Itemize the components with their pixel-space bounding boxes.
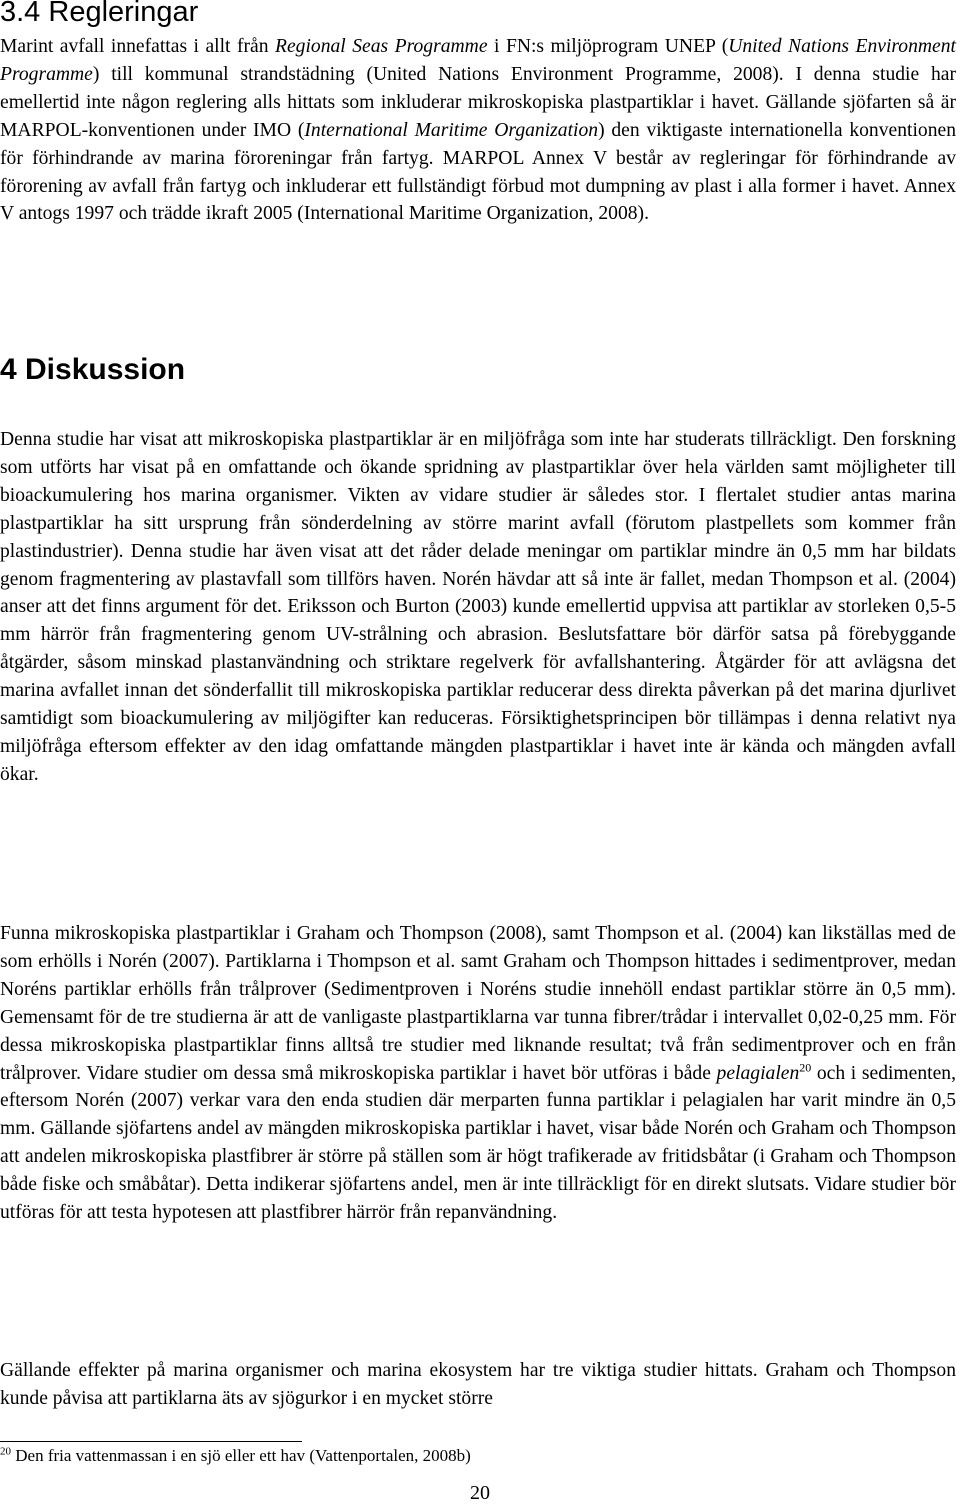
- paragraph-regulations: [0, 33, 956, 228]
- footnote-text: Den fria vattenmassan i en sjö eller ett hav (Vattenportalen, 2008b): [11, 1446, 471, 1465]
- italic-term: Regional Seas Programme: [275, 36, 488, 57]
- footnote-divider: [0, 1441, 302, 1442]
- footnote-number: 20: [0, 1445, 11, 1458]
- text-run: ) till kommunal strandstädning (United Nations Environment Programme, 2008). I denna studie har emellertid inte någon reglering alls hittats som inkluderar mikroskopiska plastpartiklar i havet. Gällande sjöfarten så är MARPOL-konventionen under IMO (: [0, 63, 956, 141]
- page-number: 20: [470, 1482, 490, 1504]
- text-run: i FN:s miljöprogram UNEP (: [487, 36, 729, 57]
- text-run: och i sedimenten, eftersom Norén (2007) verkar vara den enda studien där merparten funna partiklar i pelagialen har varit mindre än 0,5 mm. Gällande sjöfartens andel av mängden mikroskopiska partiklar i havet, visar både Norén och Graham och Thompson att andelen mikroskopiska plastfibrer är större på ställen som är högt trafikerade av fritidsbåtar (i Graham och Thompson både fiske och småbåtar). Detta indikerar sjöfartens andel, men är inte tillräckligt för en direkt slutsats. Vidare studier bör utföras för att testa hypotesen att plastfibrer härrör från repanvändning.: [0, 1062, 957, 1224]
- footnote-reference[interactable]: 20: [799, 1060, 812, 1074]
- chapter-heading: 4 Diskussion: [0, 353, 186, 386]
- paragraph-discussion-1: Denna studie har visat att mikroskopiska plastpartiklar är en miljöfråga som inte har studerats tillräckligt. Den forskning som utförts har visat på en omfattande och ökande spridning av plastpartiklar över hela världen samt möjligheter till bioackumulering hos marina organismer. Vikten av vidare studier är således stor. I flertalet studier antas marina plastpartiklar ha sitt ursprung från sönderdelning av större marint avfall (förutom plastpellets som kommer från plastindustrier). Denna studie har även visat att det råder delade meningar om partiklar mindre än 0,5 mm har bildats genom fragmentering av plastavfall som tillförs haven. Norén hävdar att så inte är fallet, medan Thompson et al. (2004) anser att det finns argument för det. Eriksson och Burton (2003) kunde emellertid uppvisa att partiklar av storleken 0,5-5 mm härrör från fragmentering genom UV-strålning och abrasion. Beslutsfattare bör därför satsa på förebyggande åtgärder, såsom minskad plastanvändning och striktare regelverk för avfallshantering. Åtgärder för att avlägsna det marina avfallet innan det sönderfallit till mikroskopiska partiklar reducerar dess direkta påverkan på det marina djurlivet samtidigt som bioackumulering av miljögifter kan reduceras. Försiktighetsprincipen bör tillämpas i denna relativt nya miljöfråga eftersom effekter av den idag omfattande mängden plastpartiklar i havet inte är kända och mängden avfall ökar.: [0, 429, 956, 785]
- italic-term: United Nations Environment Programme: [0, 36, 956, 85]
- section-heading: 3.4 Regleringar: [0, 0, 199, 28]
- paragraph-discussion-2: [0, 920, 956, 1227]
- paragraph-discussion-3: Gällande effekter på marina organismer och marina ekosystem har tre viktiga studier hittats. Graham och Thompson kunde påvisa att partiklarna äts av sjögurkor i en mycket större: [0, 1360, 956, 1409]
- footnote: [0, 1444, 471, 1468]
- text-run: ) den viktigaste internationella konventionen för förhindrande av marina föroreningar från fartyg. MARPOL Annex V består av regleringar för förhindrande av förorening av avfall från fartyg och inkluderar ett fullständigt förbud mot dumpning av plast i alla former i havet. Annex V antogs 1997 och trädde ikraft 2005 (International Maritime Organization, 2008).: [0, 119, 956, 225]
- italic-term: International Maritime Organization: [304, 119, 599, 141]
- text-run: Marint avfall innefattas i allt från: [0, 36, 276, 57]
- italic-term: pelagialen: [716, 1062, 800, 1084]
- text-run: Funna mikroskopiska plastpartiklar i Graham och Thompson (2008), samt Thompson et al. (2004) kan likställas med de som erhölls i Norén (2007). Partiklarna i Thompson et al. samt Graham och Thompson hittades i sedimentprover, medan Noréns partiklar erhölls från trålprover (Sedimentproven i Noréns studie innehöll endast partiklar större än 0,5 mm). Gemensamt för de tre studierna är att de vanligaste plastpartiklarna var tunna fibrer/trådar i intervallet 0,02-0,25 mm. För dessa mikroskopiska plastpartiklar finns alltså tre studier med liknande resultat; två från sedimentprover och en från trålprover. Vidare studier om dessa små mikroskopiska partiklar i havet bör utföras i både: [0, 923, 956, 1084]
